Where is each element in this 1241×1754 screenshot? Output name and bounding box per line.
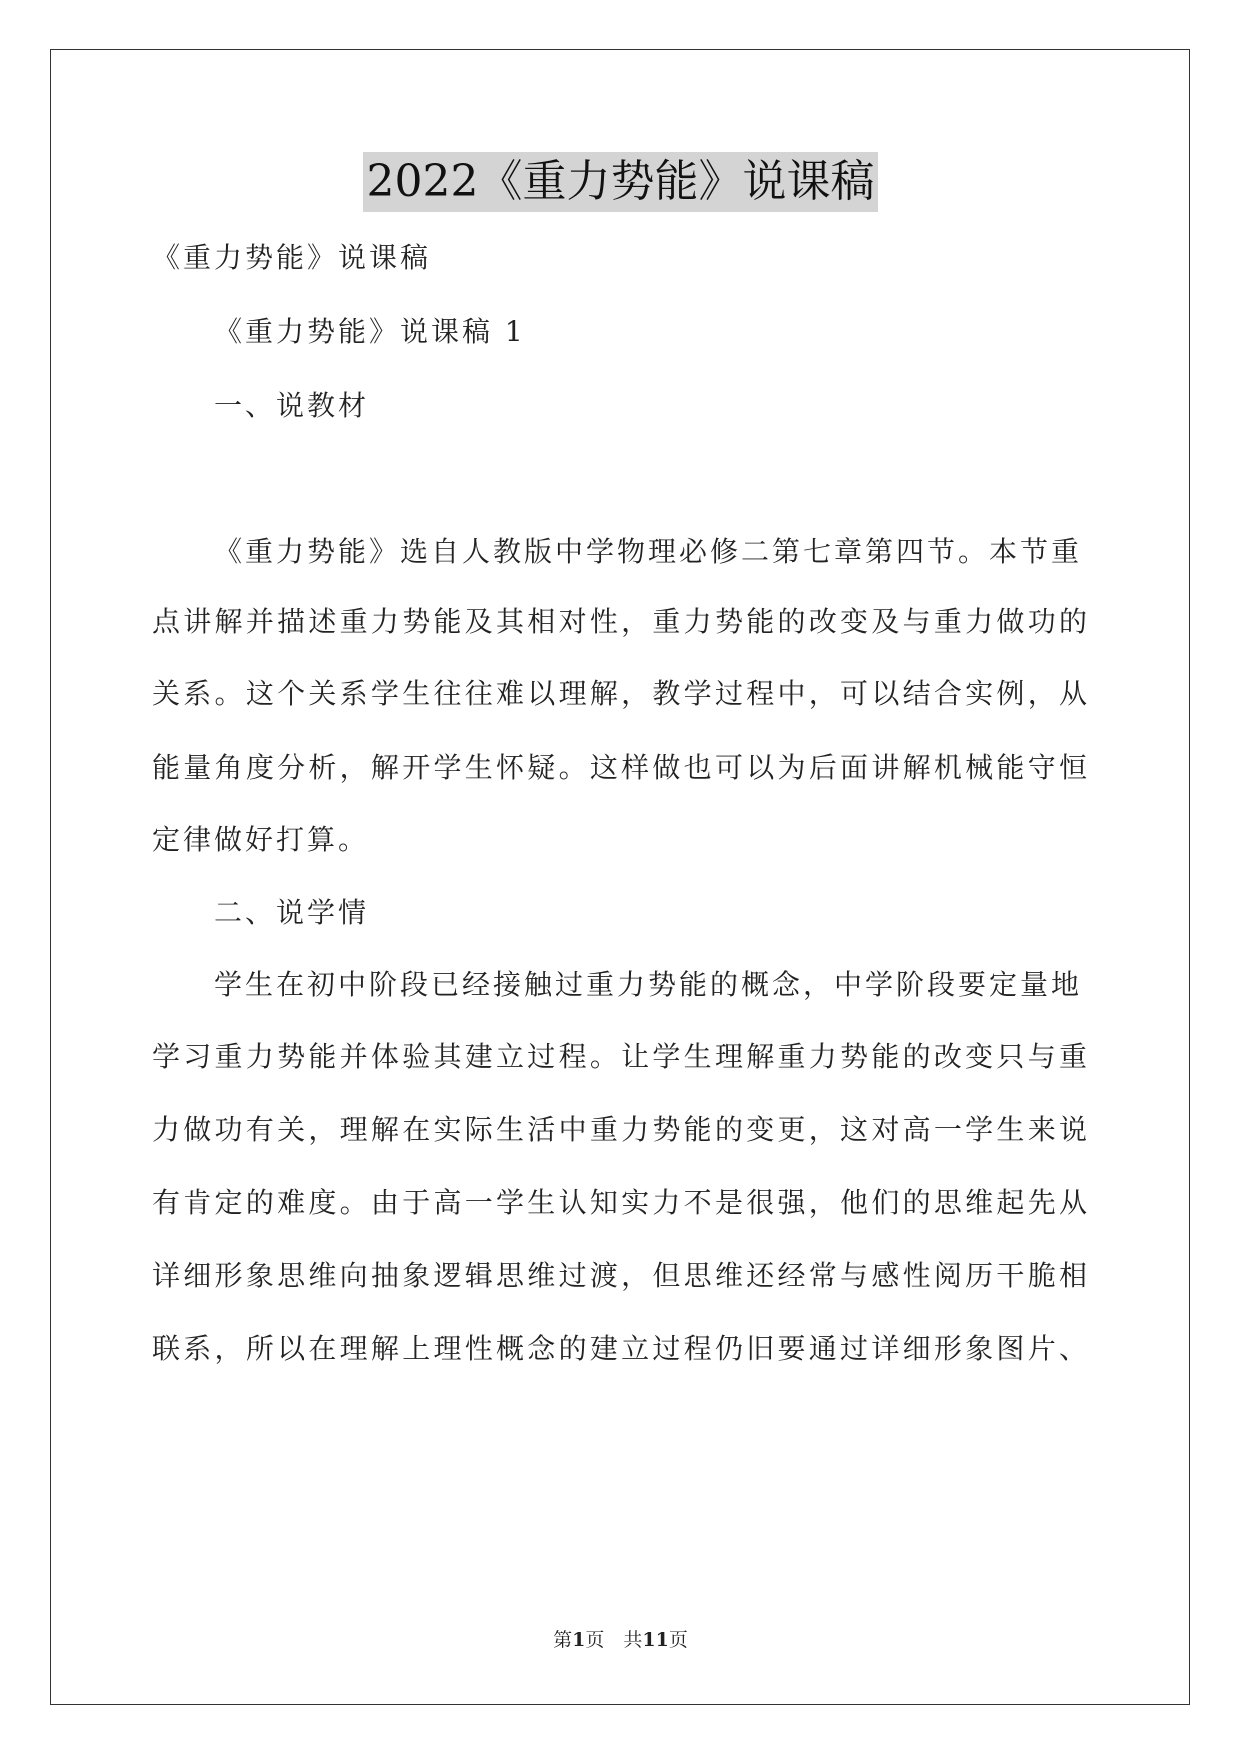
footer-page-prefix: 第: [553, 1629, 573, 1651]
footer-page-total: 11: [642, 1629, 669, 1651]
footer-page-current: 1: [572, 1629, 586, 1651]
paragraph-line: 《重力势能》选自人教版中学物理必修二第七章第四节。本节重: [214, 535, 1083, 568]
section-heading: 一、说教材: [214, 389, 370, 422]
paragraph-line: 点讲解并描述重力势能及其相对性，重力势能的改变及与重力做功的: [152, 605, 1090, 638]
paragraph-line: 能量角度分析，解开学生怀疑。这样做也可以为后面讲解机械能守恒: [152, 751, 1090, 784]
section-heading: 《重力势能》说课稿 1: [214, 315, 526, 348]
title-container: [0, 152, 1241, 212]
footer-page-mid: 页 共: [585, 1629, 643, 1651]
paragraph-line: 关系。这个关系学生往往难以理解，教学过程中，可以结合实例，从: [152, 677, 1090, 710]
page-footer: [0, 1628, 1241, 1652]
paragraph-line: 力做功有关，理解在实际生活中重力势能的变更，这对高一学生来说: [152, 1113, 1090, 1146]
paragraph-line: 定律做好打算。: [152, 823, 370, 856]
footer-page-suffix: 页: [668, 1629, 688, 1651]
paragraph-line: 有肯定的难度。由于高一学生认知实力不是很强，他们的思维起先从: [152, 1186, 1090, 1219]
section-heading: 二、说学情: [214, 896, 370, 929]
document-title: 2022《重力势能》说课稿: [363, 152, 879, 212]
doc-subtitle: 《重力势能》说课稿: [152, 241, 432, 274]
paragraph-line: 详细形象思维向抽象逻辑思维过渡，但思维还经常与感性阅历干脆相: [152, 1259, 1090, 1292]
paragraph-line: 学生在初中阶段已经接触过重力势能的概念，中学阶段要定量地: [214, 968, 1083, 1001]
paragraph-line: 联系，所以在理解上理性概念的建立过程仍旧要通过详细形象图片、: [152, 1332, 1090, 1365]
paragraph-line: 学习重力势能并体验其建立过程。让学生理解重力势能的改变只与重: [152, 1040, 1090, 1073]
page-border: [50, 49, 1190, 1705]
